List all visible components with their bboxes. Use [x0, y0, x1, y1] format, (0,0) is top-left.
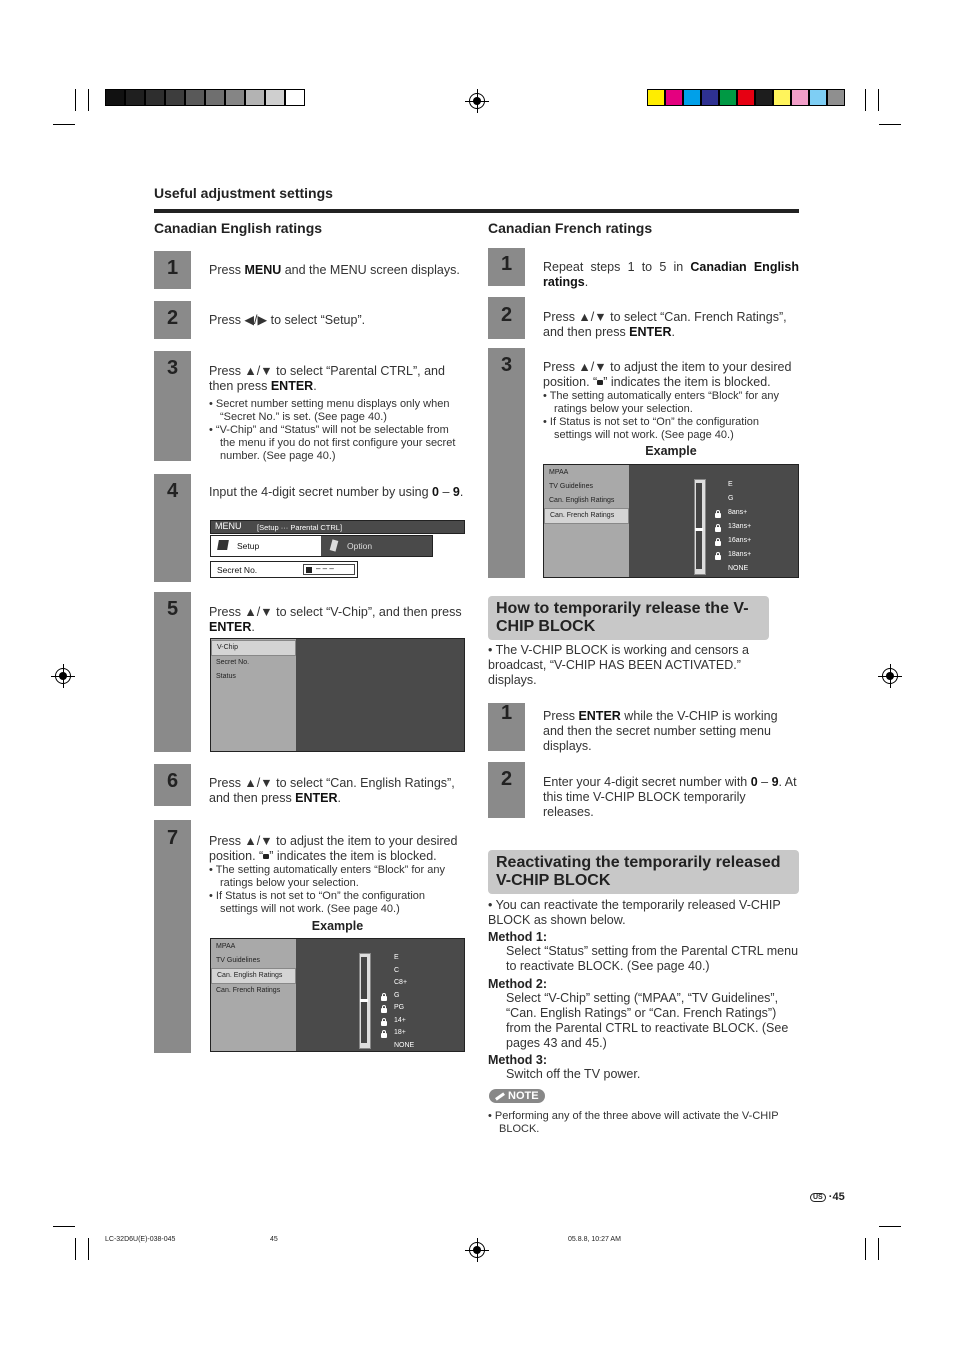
cursor-block: [306, 567, 312, 573]
header-rule: [154, 209, 799, 213]
step-number: 3: [166, 357, 179, 379]
step-number: 2: [166, 307, 179, 329]
rating-item[interactable]: G: [394, 991, 400, 999]
step-text: Press ENTER while the V-CHIP is working and then the secret number setting menu displays.: [543, 709, 778, 753]
step-bar: [154, 820, 191, 1053]
gray-swatch: [225, 89, 245, 106]
step-number: 1: [500, 253, 513, 275]
gray-swatch: [145, 89, 165, 106]
rating-item[interactable]: 18+: [394, 1029, 406, 1036]
french-ratings-title: Canadian French ratings: [488, 220, 653, 236]
menu-item-mpaa[interactable]: MPAA: [216, 943, 236, 950]
gray-swatch: [165, 89, 185, 106]
english-ratings-title: Canadian English ratings: [154, 220, 323, 236]
rating-item[interactable]: 8ans+: [728, 509, 748, 516]
secret-number-input[interactable]: – – –: [303, 564, 355, 575]
method-3-label: Method 3:: [488, 1053, 548, 1067]
color-swatch: [827, 89, 845, 106]
french-ratings-screen: [543, 464, 799, 578]
rating-item[interactable]: C: [394, 966, 400, 974]
secret-number-row[interactable]: Secret No. – – –: [210, 561, 358, 578]
gray-swatch: [285, 89, 305, 106]
step-number: 4: [166, 480, 179, 502]
rating-slider[interactable]: [359, 953, 371, 1049]
english-ratings-screen: [210, 938, 465, 1052]
step-bar: [488, 348, 525, 578]
setup-icon: [217, 540, 229, 550]
step-text: Repeat steps 1 to 5 in Canadian English ratings.: [543, 260, 799, 289]
step-text: Press MENU and the MENU screen displays.: [209, 263, 460, 277]
step-text: Input the 4-digit secret number by using 0 – 9.: [209, 485, 464, 499]
rating-slider[interactable]: [694, 479, 706, 575]
step-number: 6: [166, 770, 179, 792]
lock-icon: [263, 854, 269, 859]
lock-icon: [381, 1033, 387, 1038]
menu-item-vchip[interactable]: V-Chip: [211, 640, 296, 656]
note-text: • Performing any of the three above will activate the V-CHIP BLOCK.: [488, 1110, 779, 1135]
vchip-menu-screen: [210, 638, 465, 752]
menu-item-tv-guidelines[interactable]: TV Guidelines: [216, 957, 260, 964]
note-badge: NOTE: [489, 1089, 545, 1103]
step-text: Press ▲/▼ to select “Can. French Ratings”, and then press ENTER.: [543, 310, 787, 339]
step-number: 3: [500, 354, 513, 376]
lock-icon: [381, 1021, 387, 1026]
color-swatch: [773, 89, 791, 106]
color-swatch: [683, 89, 701, 106]
step-number: 2: [500, 304, 513, 326]
step-text: Press ▲/▼ to select “Parental CTRL”, and then press ENTER.: [209, 364, 445, 393]
tab-setup[interactable]: Setup: [211, 536, 321, 556]
menu-item-tv-guidelines[interactable]: TV Guidelines: [549, 483, 593, 490]
step-notes: • The setting automatically enters “Block” for any ratings below your selection. • If Status is not set to “On” the configuration settings will not work. (See page 40.): [209, 864, 445, 915]
option-icon: [330, 539, 339, 551]
region-badge: US: [810, 1193, 826, 1202]
rating-item[interactable]: 18ans+: [728, 551, 752, 558]
method-3-text: Switch off the TV power.: [506, 1067, 641, 1081]
menu-item-secret-no[interactable]: Secret No.: [216, 659, 250, 666]
footer-date: 05.8.8, 10:27 AM: [568, 1236, 621, 1243]
method-2-label: Method 2:: [488, 977, 548, 991]
page-number: US ·45: [810, 1191, 845, 1203]
registration-mark-left: [55, 668, 71, 684]
rating-item[interactable]: E: [728, 481, 733, 488]
method-2-text: Select “V-Chip” setting (“MPAA”, “TV Guidelines”, “Can. English Ratings” or “Can. French Ratings”) from the Parental CTRL to reactivate BLOCK. (See pages 43 and 45.): [506, 991, 789, 1050]
step-text: Press ▲/▼ to select “Can. English Ratings”, and then press ENTER.: [209, 776, 455, 805]
footer-file: LC-32D6U(E)-038-045: [105, 1236, 176, 1243]
method-1-label: Method 1:: [488, 930, 548, 944]
rating-item[interactable]: PG: [394, 1004, 405, 1011]
menu-item-status[interactable]: Status: [216, 673, 236, 680]
rating-item[interactable]: NONE: [728, 565, 749, 572]
registration-mark-top: [469, 93, 485, 109]
menu-title-bar: [210, 520, 465, 534]
lock-icon: [715, 527, 721, 532]
step-number: 1: [166, 257, 179, 279]
step-number: 1: [500, 702, 513, 724]
lock-icon: [381, 1008, 387, 1013]
step-number: 5: [166, 598, 179, 620]
menu-item-can-french[interactable]: Can. French Ratings: [544, 508, 629, 524]
gray-swatch: [185, 89, 205, 106]
rating-item[interactable]: G: [728, 495, 734, 502]
registration-mark-bottom: [469, 1242, 485, 1258]
step-notes: • The setting automatically enters “Block” for any ratings below your selection. • If Status is not set to “On” the configuration settings will not work. (See page 40.): [543, 390, 779, 441]
lock-icon: [715, 541, 721, 546]
color-swatch: [665, 89, 683, 106]
color-swatch: [791, 89, 809, 106]
menu-tabs: [210, 535, 433, 557]
menu-path: [Setup ··· Parental CTRL]: [257, 523, 343, 532]
footer-page: 45: [270, 1236, 278, 1243]
lock-icon: [597, 380, 603, 385]
color-swatch: [737, 89, 755, 106]
color-swatch: [719, 89, 737, 106]
method-1-text: Select “Status” setting from the Parental CTRL menu to reactivate BLOCK. (See page 40.): [506, 944, 799, 973]
color-swatch: [647, 89, 665, 106]
gray-swatch: [245, 89, 265, 106]
step-number: 7: [166, 827, 179, 849]
step-text: Press ▲/▼ to adjust the item to your desired position. “ ” indicates the item is blocked.: [543, 360, 792, 389]
step-notes: • Secret number setting menu displays only when “Secret No.” is set. (See page 40.) • “V-Chip” and “Status” will not be selectable from the menu if you do not first configure your secret number. (See page 40.): [209, 398, 456, 462]
slider-thumb[interactable]: [360, 999, 368, 1002]
gray-swatch: [205, 89, 225, 106]
pencil-icon: [495, 1092, 505, 1100]
registration-mark-right: [882, 668, 898, 684]
rating-item[interactable]: E: [394, 954, 399, 961]
menu-item-mpaa[interactable]: MPAA: [549, 469, 569, 476]
step-number: 2: [500, 768, 513, 790]
release-intro: • The V-CHIP BLOCK is working and censors a broadcast, “V-CHIP HAS BEEN ACTIVATED.” displays.: [488, 643, 749, 687]
color-swatch: [701, 89, 719, 106]
menu-item-can-english[interactable]: Can. English Ratings: [549, 497, 615, 504]
gray-swatch: [265, 89, 285, 106]
step-text: Enter your 4-digit secret number with 0 – 9. At this time V-CHIP BLOCK temporarily releases.: [543, 775, 797, 819]
section-title: Useful adjustment settings: [154, 185, 333, 201]
rating-item[interactable]: 13ans+: [728, 523, 752, 530]
menu-item-can-english[interactable]: Can. English Ratings: [211, 968, 296, 984]
rating-item[interactable]: C8+: [394, 979, 408, 986]
rating-item[interactable]: NONE: [394, 1041, 415, 1049]
menu-item-can-french[interactable]: Can. French Ratings: [216, 987, 281, 994]
example-label: Example: [645, 444, 697, 458]
menu-label: MENU: [215, 521, 242, 531]
example-label: Example: [311, 919, 364, 933]
step-text: Press ▲/▼ to adjust the item to your desired position. “ ” indicates the item is blocked.: [209, 834, 458, 863]
reactivate-intro: • You can reactivate the temporarily released V-CHIP BLOCK as shown below.: [488, 898, 781, 927]
rating-item[interactable]: 16ans+: [728, 537, 752, 544]
gray-swatch: [105, 89, 125, 106]
release-heading: How to temporarily release the V-CHIP BLOCK: [488, 596, 769, 640]
slider-thumb[interactable]: [695, 528, 703, 531]
step-text: Press ▲/▼ to select “V-Chip”, and then press ENTER.: [209, 605, 462, 634]
color-swatch: [809, 89, 827, 106]
gray-swatch: [125, 89, 145, 106]
rating-item[interactable]: 14+: [394, 1016, 406, 1024]
tab-option[interactable]: Option: [321, 536, 432, 556]
reactivate-heading: Reactivating the temporarily released V-CHIP BLOCK: [488, 850, 799, 894]
lock-icon: [381, 996, 387, 1001]
lock-icon: [715, 555, 721, 560]
lock-icon: [715, 513, 721, 518]
color-swatch: [755, 89, 773, 106]
step-text: Press ◀/▶ to select “Setup”.: [209, 313, 366, 327]
